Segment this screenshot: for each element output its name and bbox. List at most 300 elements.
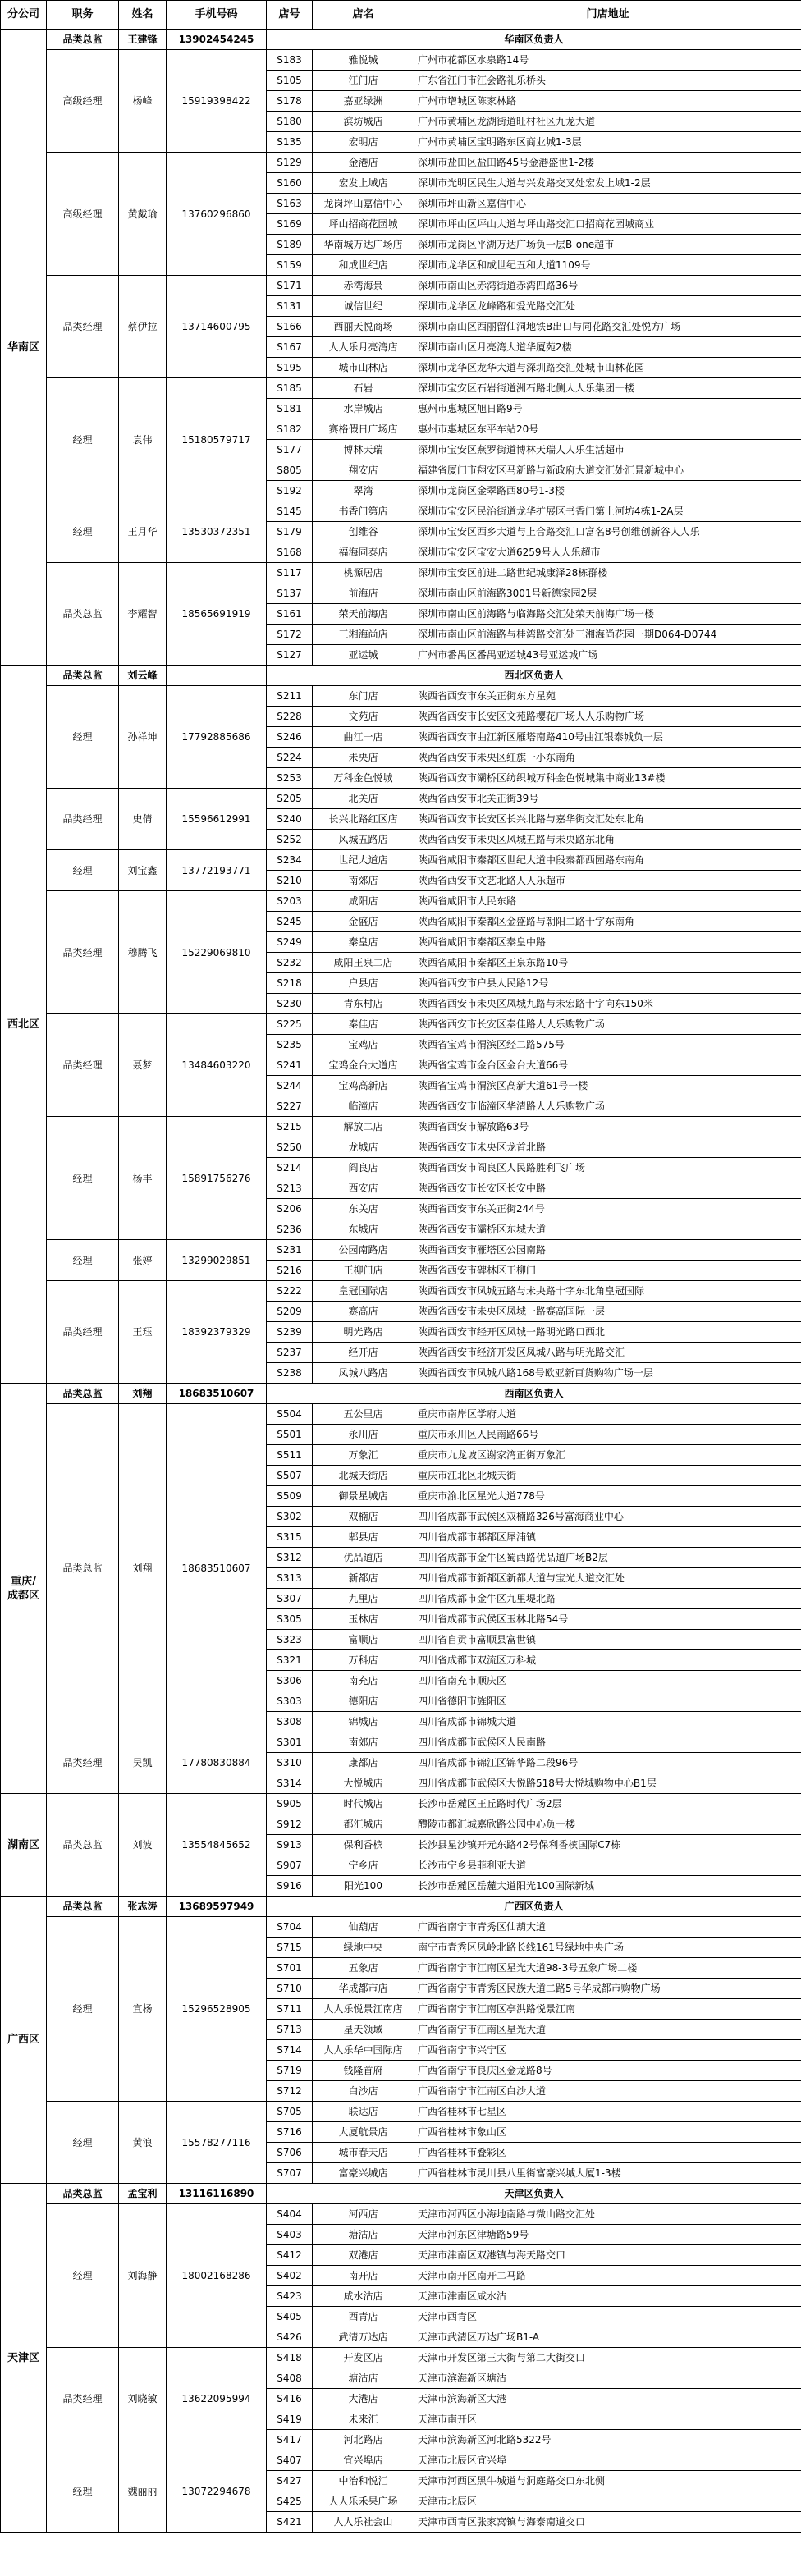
manager-phone: 13299029851 (167, 1240, 267, 1281)
store-address: 重庆市九龙坡区谢家湾正街万象汇 (414, 1445, 801, 1466)
store-address: 深圳市龙岗区金翠路西80号1-3楼 (414, 481, 801, 501)
store-address: 广西省南宁市江南区星光大道 (414, 2020, 801, 2040)
store-code: S137 (267, 583, 313, 604)
manager-role: 品类总监 (47, 1794, 119, 1897)
store-name: 塘沽店 (313, 2368, 414, 2389)
store-code: S181 (267, 399, 313, 419)
store-address: 重庆市江北区北城天街 (414, 1466, 801, 1486)
store-address: 陕西省西安市解放路63号 (414, 1117, 801, 1137)
store-address: 陕西省西安市雁塔区公园南路 (414, 1240, 801, 1261)
store-name: 福海同泰店 (313, 542, 414, 563)
table-row (1, 891, 801, 912)
store-name: 前海店 (313, 583, 414, 604)
lead-phone: 13902454245 (167, 30, 267, 50)
store-name: 宜兴埠店 (313, 2450, 414, 2471)
store-name: 滨坊城店 (313, 112, 414, 132)
manager-phone: 13760296860 (167, 153, 267, 276)
store-code: S246 (267, 727, 313, 748)
manager-name: 孙祥坤 (119, 686, 167, 789)
store-code: S405 (267, 2307, 313, 2327)
store-code: S402 (267, 2266, 313, 2286)
lead-name: 刘翔 (119, 1384, 167, 1404)
store-address: 陕西省西安市未央区红旗一小东南角 (414, 748, 801, 768)
store-name: 明光路店 (313, 1322, 414, 1343)
store-address: 深圳市宝安区石岩街道洲石路北侧人人乐集团一楼 (414, 378, 801, 399)
store-code: S203 (267, 891, 313, 912)
store-address: 深圳市光明区民生大道与兴发路交叉处宏发上域1-2层 (414, 173, 801, 194)
manager-role: 品类总监 (47, 1404, 119, 1732)
store-name: 阳光100 (313, 1876, 414, 1897)
store-address: 天津市滨海新区大港 (414, 2389, 801, 2409)
manager-role: 经理 (47, 686, 119, 789)
store-address: 四川省成都市金牛区蜀西路优品道广场B2层 (414, 1548, 801, 1568)
store-address: 陕西省西安市未央区凤城一路赛高国际一层 (414, 1302, 801, 1322)
store-address: 陕西省西安市长安区文苑路樱花广场人人乐购物广场 (414, 707, 801, 727)
store-address: 天津市津南区咸水沽 (414, 2286, 801, 2307)
store-address: 天津市开发区第三大街与第二大街交口 (414, 2348, 801, 2368)
manager-phone: 13622095994 (167, 2348, 267, 2450)
store-name: 坪山招商花园城 (313, 214, 414, 235)
store-address: 深圳市南山区月亮湾大道华厦苑2楼 (414, 337, 801, 358)
store-code: S222 (267, 1281, 313, 1302)
store-code: S249 (267, 932, 313, 953)
store-code: S180 (267, 112, 313, 132)
store-name: 秦皇店 (313, 932, 414, 953)
store-name: 郫县店 (313, 1527, 414, 1548)
table-row (1, 2348, 801, 2368)
store-code: S907 (267, 1855, 313, 1876)
store-name: 凤城八路店 (313, 1363, 414, 1384)
store-code: S241 (267, 1055, 313, 1076)
store-code: S166 (267, 317, 313, 337)
lead-phone: 13689597949 (167, 1897, 267, 1917)
table-row (1, 2102, 801, 2122)
manager-role: 经理 (47, 501, 119, 563)
store-name: 人人乐社会山 (313, 2512, 414, 2533)
store-code: S224 (267, 748, 313, 768)
store-code: S416 (267, 2389, 313, 2409)
store-code: S412 (267, 2245, 313, 2266)
store-address: 长沙县星沙镇开元东路42号保利香槟国际C7栋 (414, 1835, 801, 1855)
store-code: S417 (267, 2430, 313, 2450)
store-code: S710 (267, 1979, 313, 1999)
manager-name: 杨丰 (119, 1117, 167, 1240)
store-code: S178 (267, 91, 313, 112)
store-name: 南郊店 (313, 1732, 414, 1753)
store-address: 长沙市宁乡县菲利亚大道 (414, 1855, 801, 1876)
store-name: 康都店 (313, 1753, 414, 1773)
manager-phone: 17792885686 (167, 686, 267, 789)
store-address: 广西省南宁市青秀区民族大道二路5号华成都市购物广场 (414, 1979, 801, 1999)
manager-role: 经理 (47, 1917, 119, 2102)
store-name: 九里店 (313, 1589, 414, 1609)
manager-phone: 18683510607 (167, 1404, 267, 1732)
branch-name: 西北区 (1, 666, 47, 1384)
column-header-phone: 手机号码 (167, 1, 267, 30)
lead-phone: 13116116890 (167, 2184, 267, 2204)
store-name: 双港店 (313, 2245, 414, 2266)
store-code: S509 (267, 1486, 313, 1507)
manager-phone: 13072294678 (167, 2450, 267, 2533)
store-address: 陕西省西安市未央区龙首北路 (414, 1137, 801, 1158)
store-code: S163 (267, 194, 313, 214)
store-code: S236 (267, 1219, 313, 1240)
manager-role: 经理 (47, 850, 119, 891)
manager-role: 经理 (47, 378, 119, 501)
store-address: 广西省桂林市叠彩区 (414, 2143, 801, 2163)
store-name: 联达店 (313, 2102, 414, 2122)
table-row (1, 276, 801, 296)
store-code: S216 (267, 1261, 313, 1281)
lead-role: 品类总监 (47, 30, 119, 50)
store-address: 深圳市盐田区盐田路45号金港盛世1-2楼 (414, 153, 801, 173)
store-address: 广州市番禺区番禺亚运城43号亚运城广场 (414, 645, 801, 666)
store-name: 仙葫店 (313, 1917, 414, 1938)
store-address: 陕西省咸阳市秦都区秦皇中路 (414, 932, 801, 953)
table-row (1, 1014, 801, 1035)
store-name: 宝鸡店 (313, 1035, 414, 1055)
store-code: S310 (267, 1753, 313, 1773)
store-name: 桃源居店 (313, 563, 414, 583)
lead-name: 刘云峰 (119, 666, 167, 686)
store-name: 石岩 (313, 378, 414, 399)
store-address: 广西省南宁市江南区白沙大道 (414, 2081, 801, 2102)
store-address: 陕西省宝鸡市渭滨区经二路575号 (414, 1035, 801, 1055)
store-name: 创维谷 (313, 522, 414, 542)
store-address: 天津市西青区 (414, 2307, 801, 2327)
store-code: S314 (267, 1773, 313, 1794)
store-code: S301 (267, 1732, 313, 1753)
manager-role: 品类经理 (47, 1732, 119, 1794)
table-row (1, 2450, 801, 2471)
manager-name: 穆腾飞 (119, 891, 167, 1014)
store-name: 塘沽店 (313, 2225, 414, 2245)
table-body (1, 30, 801, 2533)
store-code: S306 (267, 1671, 313, 1691)
store-name: 西丽天悦商场 (313, 317, 414, 337)
store-address: 陕西省西安市未央区风城五路与未央路东北角 (414, 830, 801, 850)
store-name: 永川店 (313, 1425, 414, 1445)
lead-name: 王建锋 (119, 30, 167, 50)
store-name: 荣天前海店 (313, 604, 414, 625)
store-name: 富豪兴城店 (313, 2163, 414, 2184)
store-name: 武清万达店 (313, 2327, 414, 2348)
store-name: 秦佳店 (313, 1014, 414, 1035)
manager-name: 蔡伊拉 (119, 276, 167, 378)
store-address: 深圳市宝安区西乡大道与上合路交汇口富名8号创维创新谷人人乐 (414, 522, 801, 542)
lead-role: 品类总监 (47, 1897, 119, 1917)
store-address: 深圳市南山区赤湾街道赤湾四路36号 (414, 276, 801, 296)
store-code: S209 (267, 1302, 313, 1322)
store-name: 赛高店 (313, 1302, 414, 1322)
column-header-name: 姓名 (119, 1, 167, 30)
store-name: 宏明店 (313, 132, 414, 153)
store-code: S183 (267, 50, 313, 71)
store-code: S185 (267, 378, 313, 399)
store-address: 四川省成都市郫都区犀浦镇 (414, 1527, 801, 1548)
store-address: 陕西省西安市文艺北路人人乐超市 (414, 871, 801, 891)
store-code: S245 (267, 912, 313, 932)
table-row (1, 850, 801, 871)
manager-name: 魏丽丽 (119, 2450, 167, 2533)
branch-name: 华南区 (1, 30, 47, 666)
manager-role: 品类经理 (47, 1014, 119, 1117)
store-address: 陕西省西安市凤城五路与未央路十字东北角皇冠国际 (414, 1281, 801, 1302)
store-name: 雅悦城 (313, 50, 414, 71)
store-code: S706 (267, 2143, 313, 2163)
store-code: S211 (267, 686, 313, 707)
manager-name: 王珏 (119, 1281, 167, 1384)
table-row (1, 1917, 801, 1938)
store-code: S501 (267, 1425, 313, 1445)
store-address: 广西省桂林市象山区 (414, 2122, 801, 2143)
store-address: 广西省南宁市江南区亭洪路悦景江南 (414, 1999, 801, 2020)
store-address: 天津市北辰区 (414, 2491, 801, 2512)
store-address: 广州市黄埔区宝明路东区商业城1-3层 (414, 132, 801, 153)
lead-role: 品类总监 (47, 2184, 119, 2204)
store-name: 玉林店 (313, 1609, 414, 1630)
store-name: 万象汇 (313, 1445, 414, 1466)
store-address: 陕西省西安市户县人民路12号 (414, 973, 801, 994)
manager-phone: 13772193771 (167, 850, 267, 891)
store-address: 福建省厦门市翔安区马新路与新政府大道交汇处汇景新城中心 (414, 460, 801, 481)
manager-phone: 18002168286 (167, 2204, 267, 2348)
manager-phone: 17780830884 (167, 1732, 267, 1794)
manager-role: 品类经理 (47, 1281, 119, 1384)
store-code: S213 (267, 1178, 313, 1199)
store-name: 锦城店 (313, 1712, 414, 1732)
manager-role: 经理 (47, 1117, 119, 1240)
store-code: S161 (267, 604, 313, 625)
store-name: 德阳店 (313, 1691, 414, 1712)
store-name: 富顺店 (313, 1630, 414, 1650)
table-row (1, 686, 801, 707)
store-address: 陕西省咸阳市秦都区世纪大道中段秦都西园路东南角 (414, 850, 801, 871)
store-code: S426 (267, 2327, 313, 2348)
store-name: 王柳门店 (313, 1261, 414, 1281)
store-name: 金盛店 (313, 912, 414, 932)
column-header-store-code: 店号 (267, 1, 313, 30)
store-code: S253 (267, 768, 313, 789)
store-address: 重庆市南岸区学府大道 (414, 1404, 801, 1425)
store-code: S714 (267, 2040, 313, 2061)
store-code: S167 (267, 337, 313, 358)
store-address: 陕西省西安市东关正街244号 (414, 1199, 801, 1219)
table-row (1, 501, 801, 522)
manager-name: 史倩 (119, 789, 167, 850)
manager-name: 刘宝鑫 (119, 850, 167, 891)
store-address: 广州市黄埔区龙湖街道旺村社区九龙大道 (414, 112, 801, 132)
manager-role: 高级经理 (47, 50, 119, 153)
store-code: S511 (267, 1445, 313, 1466)
store-address: 四川省成都市武侯区玉林北路54号 (414, 1609, 801, 1630)
store-name: 南开店 (313, 2266, 414, 2286)
store-code: S408 (267, 2368, 313, 2389)
store-name: 新都店 (313, 1568, 414, 1589)
store-address: 四川省成都市双流区万科城 (414, 1650, 801, 1671)
store-code: S421 (267, 2512, 313, 2533)
store-name: 人人乐月亮湾店 (313, 337, 414, 358)
store-code: S423 (267, 2286, 313, 2307)
manager-name: 刘海静 (119, 2204, 167, 2348)
store-code: S237 (267, 1343, 313, 1363)
manager-role: 经理 (47, 2450, 119, 2533)
store-address: 深圳市南山区前海路与临海路交汇处荣天前海广场一楼 (414, 604, 801, 625)
lead-phone: 18683510607 (167, 1384, 267, 1404)
region-lead-title: 西北区负责人 (267, 666, 801, 686)
store-code: S244 (267, 1076, 313, 1096)
store-code: S135 (267, 132, 313, 153)
manager-name: 王月华 (119, 501, 167, 563)
store-address: 广州市增城区陈家林路 (414, 91, 801, 112)
store-code: S239 (267, 1322, 313, 1343)
store-name: 绿地中央 (313, 1938, 414, 1958)
store-name: 皇冠国际店 (313, 1281, 414, 1302)
manager-name: 黄戴瑜 (119, 153, 167, 276)
store-address: 陕西省咸阳市秦都区金盛路与朝阳二路十字东南角 (414, 912, 801, 932)
store-name: 河西店 (313, 2204, 414, 2225)
store-address: 天津市滨海新区塘沽 (414, 2368, 801, 2389)
store-name: 龙城店 (313, 1137, 414, 1158)
store-address: 四川省成都市武侯区大悦路518号大悦城购物中心B1层 (414, 1773, 801, 1794)
store-address: 陕西省西安市阎良区人民路胜利飞广场 (414, 1158, 801, 1178)
column-header-store-address: 门店地址 (414, 1, 801, 30)
store-code: S321 (267, 1650, 313, 1671)
store-code: S716 (267, 2122, 313, 2143)
store-address: 惠州市惠城区东平车站20号 (414, 419, 801, 440)
store-code: S232 (267, 953, 313, 973)
lead-name: 张志涛 (119, 1897, 167, 1917)
store-address: 陕西省西安市长安区长兴北路与嘉华街交汇处东北角 (414, 809, 801, 830)
store-address: 深圳市宝安区前进二路世纪城康泽28栋群楼 (414, 563, 801, 583)
store-address: 陕西省西安市经济开发区凤城八路与明光路交汇 (414, 1343, 801, 1363)
store-name: 华南城万达广场店 (313, 235, 414, 255)
store-name: 书香门第店 (313, 501, 414, 522)
branch-name: 广西区 (1, 1897, 47, 2184)
store-address: 深圳市宝安区民治街道龙华扩展区书香门第上河坊4栋1-2A层 (414, 501, 801, 522)
store-code: S117 (267, 563, 313, 583)
store-address: 天津市河西区小海地南路与微山路交汇处 (414, 2204, 801, 2225)
manager-phone: 15180579717 (167, 378, 267, 501)
table-row (1, 1794, 801, 1814)
store-code: S227 (267, 1096, 313, 1117)
store-address: 天津市河东区津塘路59号 (414, 2225, 801, 2245)
store-address: 广西省南宁市良庆区金龙路8号 (414, 2061, 801, 2081)
store-code: S172 (267, 625, 313, 645)
store-address: 深圳市龙华区龙华大道与深圳路交汇处城市山林花园 (414, 358, 801, 378)
store-address: 广西省南宁市江南区星光大道98-3号五象广场二楼 (414, 1958, 801, 1979)
store-name: 人人乐华中国际店 (313, 2040, 414, 2061)
manager-name: 刘波 (119, 1794, 167, 1897)
store-code: S713 (267, 2020, 313, 2040)
store-address: 陕西省西安市碑林区王柳门 (414, 1261, 801, 1281)
manager-name: 刘晓敏 (119, 2348, 167, 2450)
store-address: 陕西省宝鸡市渭滨区高新大道61号一楼 (414, 1076, 801, 1096)
manager-phone: 15596612991 (167, 789, 267, 850)
store-address: 陕西省宝鸡市金台区金台大道66号 (414, 1055, 801, 1076)
store-address: 四川省成都市金牛区九里堤北路 (414, 1589, 801, 1609)
region-lead-row (1, 1384, 801, 1404)
store-name: 亚运城 (313, 645, 414, 666)
store-code: S210 (267, 871, 313, 891)
store-code: S168 (267, 542, 313, 563)
store-address: 天津市南开区 (414, 2409, 801, 2430)
manager-role: 经理 (47, 1240, 119, 1281)
store-code: S711 (267, 1999, 313, 2020)
table-row (1, 153, 801, 173)
store-code: S404 (267, 2204, 313, 2225)
store-code: S145 (267, 501, 313, 522)
manager-role: 高级经理 (47, 153, 119, 276)
table-row (1, 50, 801, 71)
store-name: 保利香槟 (313, 1835, 414, 1855)
store-name: 优品道店 (313, 1548, 414, 1568)
store-code: S159 (267, 255, 313, 276)
store-name: 北关店 (313, 789, 414, 809)
store-code: S179 (267, 522, 313, 542)
store-address: 陕西省西安市曲江新区雁塔南路410号曲江银泰城负一层 (414, 727, 801, 748)
store-code: S230 (267, 994, 313, 1014)
store-address: 深圳市坪山区坪山大道与坪山路交汇口招商花园城商业 (414, 214, 801, 235)
store-code: S218 (267, 973, 313, 994)
store-name: 南郊店 (313, 871, 414, 891)
store-name: 金港店 (313, 153, 414, 173)
store-code: S215 (267, 1117, 313, 1137)
store-address: 天津市河西区黑牛城道与洞庭路交口东北侧 (414, 2471, 801, 2491)
store-address: 广西省桂林市灵川县八里街富豪兴城大厦1-3楼 (414, 2163, 801, 2184)
store-code: S701 (267, 1958, 313, 1979)
store-code: S315 (267, 1527, 313, 1548)
store-name: 经开店 (313, 1343, 414, 1363)
store-address: 广西省南宁市青秀区仙葫大道 (414, 1917, 801, 1938)
store-name: 未央店 (313, 748, 414, 768)
store-name: 咸阳王泉二店 (313, 953, 414, 973)
store-code: S308 (267, 1712, 313, 1732)
region-lead-row (1, 30, 801, 50)
store-name: 曲江一店 (313, 727, 414, 748)
store-code: S189 (267, 235, 313, 255)
store-name: 星天领域 (313, 2020, 414, 2040)
store-name: 南充店 (313, 1671, 414, 1691)
store-name: 嘉亚绿洲 (313, 91, 414, 112)
column-header-role: 职务 (47, 1, 119, 30)
store-code: S225 (267, 1014, 313, 1035)
store-address: 陕西省西安市灞桥区纺织城万科金色悦城集中商业13#楼 (414, 768, 801, 789)
store-address: 天津市南开区南开二马路 (414, 2266, 801, 2286)
store-name: 临潼店 (313, 1096, 414, 1117)
store-address: 陕西省西安市凤城八路168号欧亚新百货购物广场一层 (414, 1363, 801, 1384)
store-name: 东关店 (313, 1199, 414, 1219)
manager-phone: 15891756276 (167, 1117, 267, 1240)
store-address: 广西省南宁市兴宁区 (414, 2040, 801, 2061)
store-code: S169 (267, 214, 313, 235)
store-code: S240 (267, 809, 313, 830)
store-name: 咸水沽店 (313, 2286, 414, 2307)
store-code: S312 (267, 1548, 313, 1568)
store-address: 深圳市龙岗区平湖万达广场负一层B-one超市 (414, 235, 801, 255)
manager-name: 宣杨 (119, 1917, 167, 2102)
store-name: 和成世纪店 (313, 255, 414, 276)
store-address: 深圳市南山区前海路与桂湾路交汇处三湘海尚花园一期D064-D0744 (414, 625, 801, 645)
store-name: 东门店 (313, 686, 414, 707)
store-name: 都汇城店 (313, 1814, 414, 1835)
store-name: 双楠店 (313, 1507, 414, 1527)
store-address: 四川省成都市新都区新都大道与宝光大道交汇处 (414, 1568, 801, 1589)
branch-name: 重庆/ 成都区 (1, 1384, 47, 1794)
manager-role: 品类经理 (47, 2348, 119, 2450)
store-code: S129 (267, 153, 313, 173)
store-code: S127 (267, 645, 313, 666)
